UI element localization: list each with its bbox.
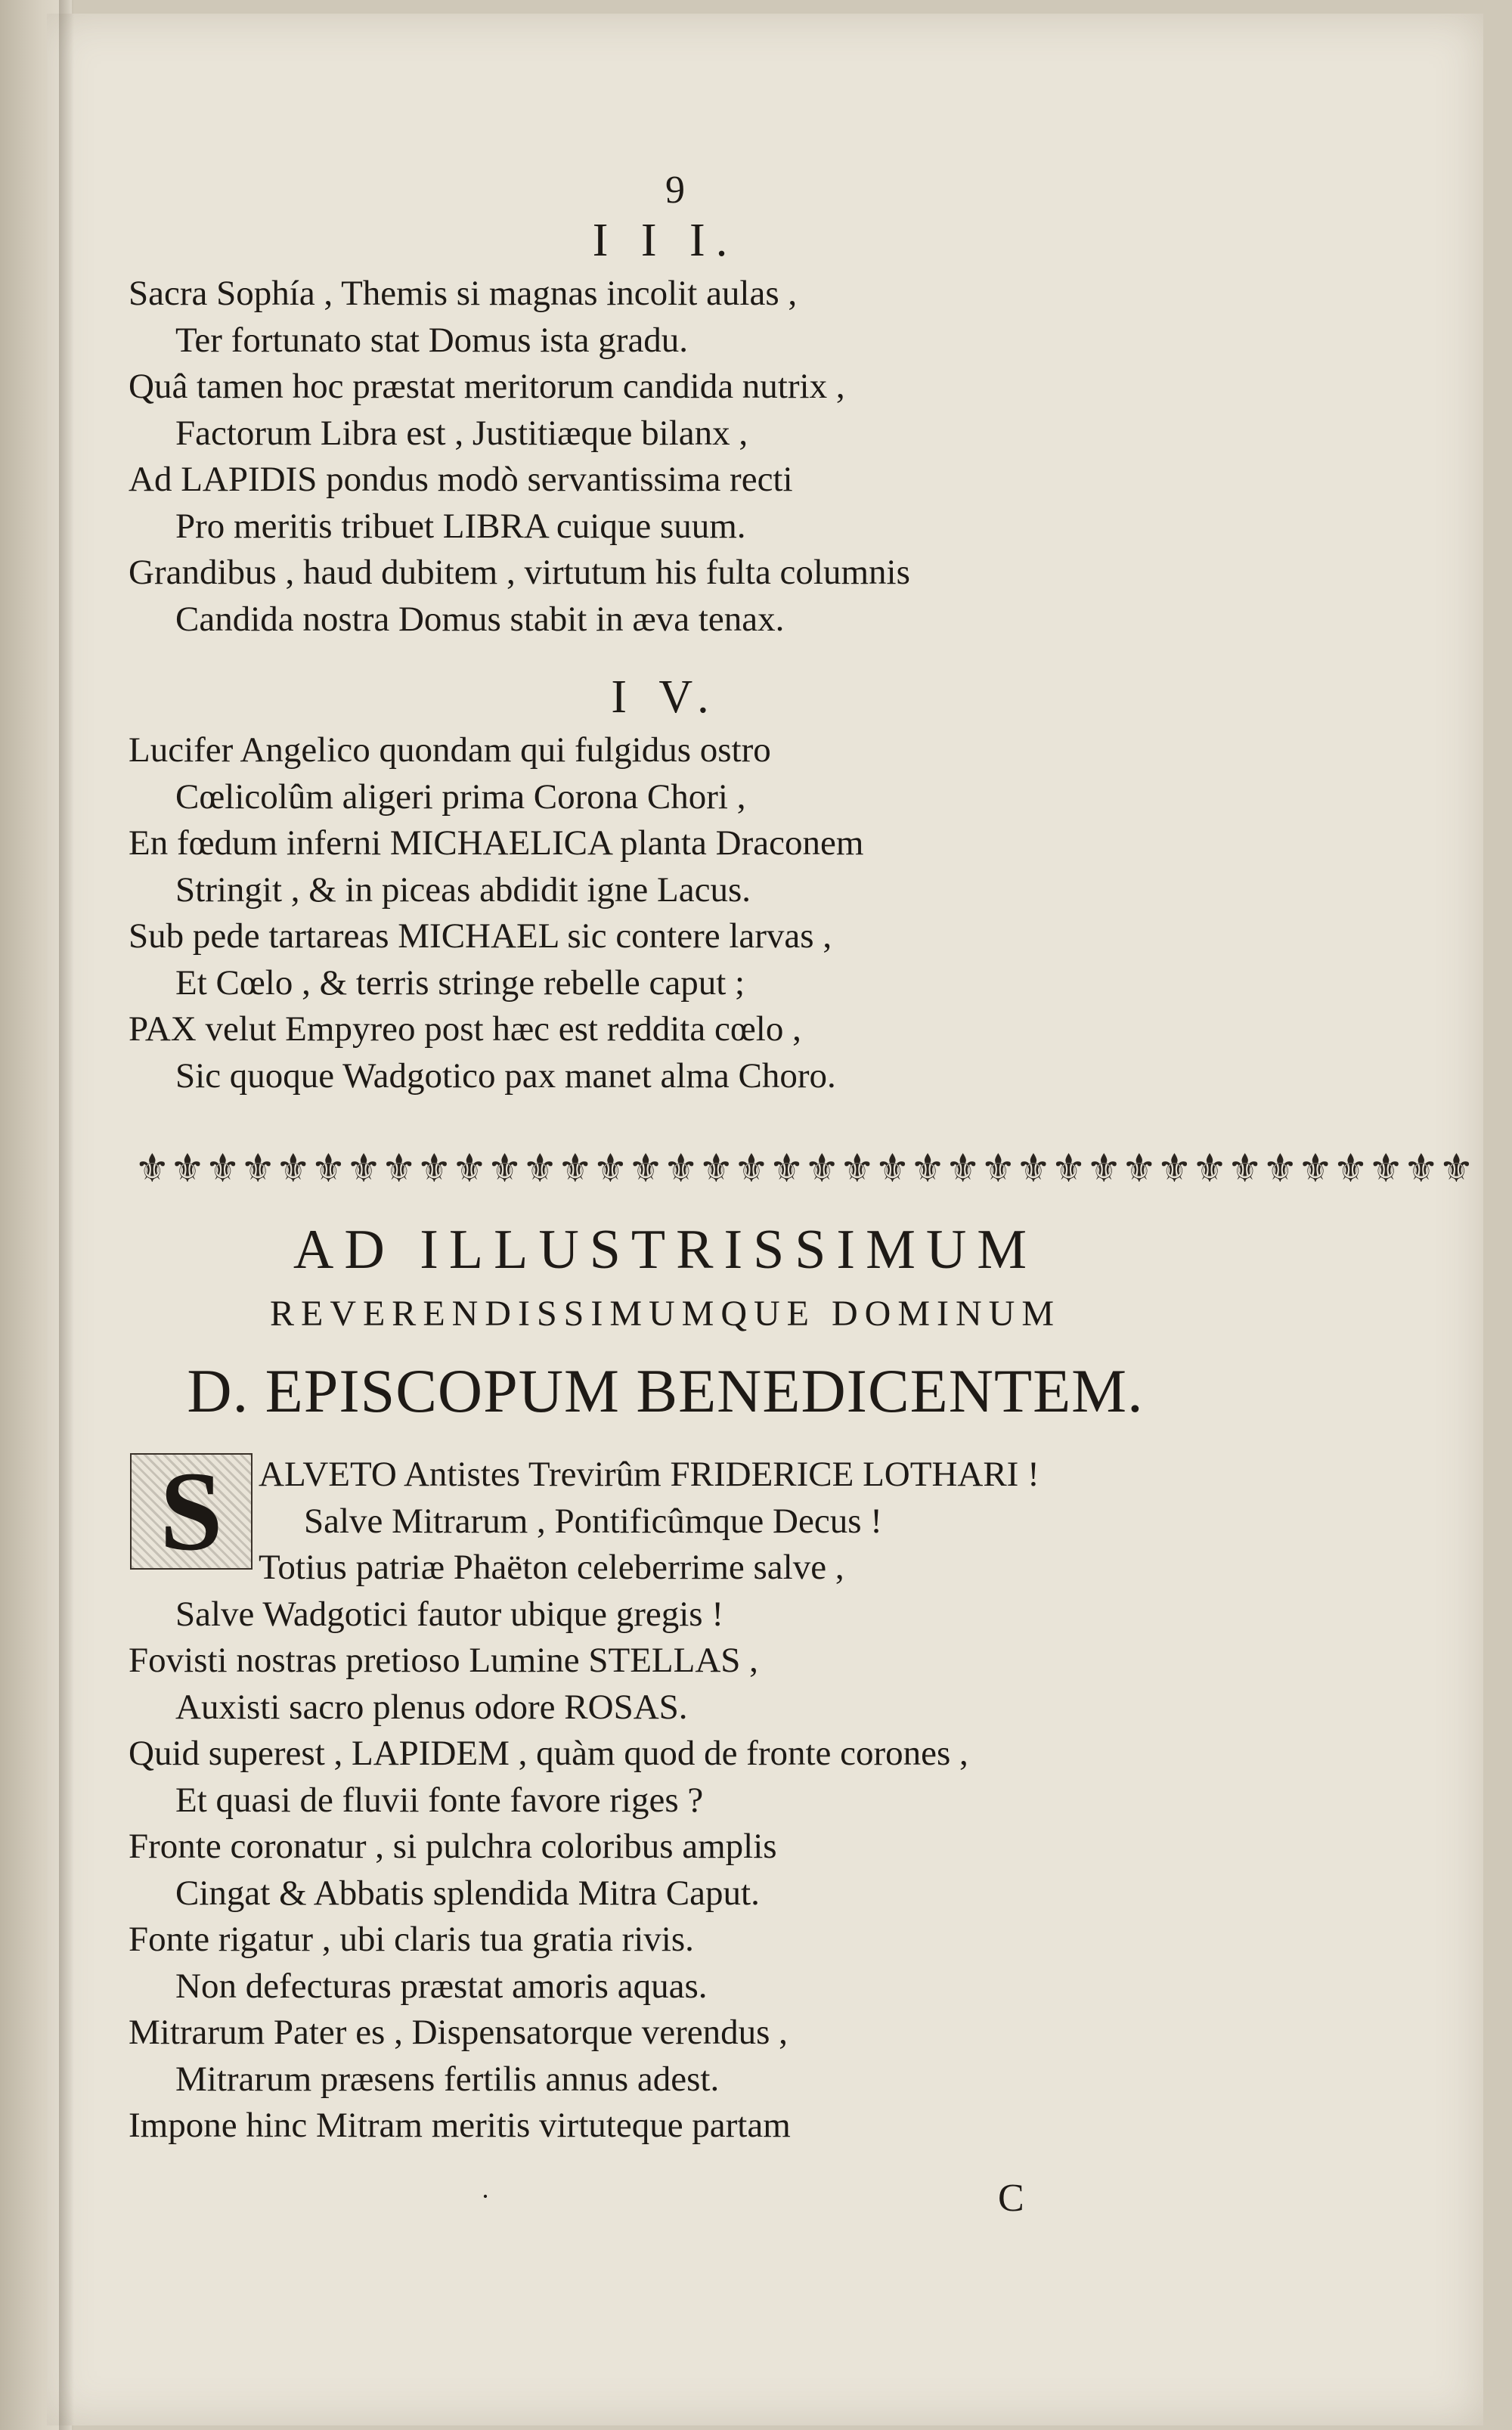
poem-line: Fovisti nostras pretioso Lumine STELLAS , bbox=[129, 1641, 758, 1680]
section-three bbox=[129, 210, 1202, 643]
fleuron-icon: ⚜ bbox=[699, 1148, 734, 1191]
fleuron-icon: ⚜ bbox=[169, 1148, 206, 1191]
fleuron-icon: ⚜ bbox=[487, 1148, 522, 1191]
verse-line: En fœdum inferni MICHAELICA planta Draconem bbox=[129, 823, 864, 863]
ornament-band bbox=[135, 1142, 1474, 1196]
section-numeral: I V. bbox=[611, 671, 720, 723]
fleuron-icon: ⚜ bbox=[663, 1148, 699, 1191]
fleuron-icon: ⚜ bbox=[1297, 1148, 1334, 1191]
verse-line: Cœlicolûm aligeri prima Corona Chori , bbox=[175, 776, 746, 817]
gutter-shadow bbox=[59, 0, 74, 2430]
verse-line: Et Cœlo , & terris stringe rebelle caput ; bbox=[175, 962, 745, 1003]
fleuron-icon: ⚜ bbox=[839, 1148, 875, 1191]
fleuron-icon: ⚜ bbox=[1368, 1148, 1404, 1191]
fleuron-icon: ⚜ bbox=[417, 1148, 452, 1191]
verse-lines bbox=[129, 271, 1202, 643]
fleuron-icon: ⚜ bbox=[627, 1148, 664, 1191]
fleuron-icon: ⚜ bbox=[1121, 1148, 1157, 1191]
fleuron-icon: ⚜ bbox=[593, 1148, 628, 1191]
poem-line: Quid superest , LAPIDEM , quàm quod de fronte corones , bbox=[129, 1734, 968, 1773]
fleuron-icon: ⚜ bbox=[909, 1148, 946, 1191]
signature-mark: C bbox=[998, 2177, 1024, 2220]
verse-line: Pro meritis tribuet LIBRA cuique suum. bbox=[175, 506, 746, 546]
verse-line: Lucifer Angelico quondam qui fulgidus ostro bbox=[129, 730, 771, 770]
fleuron-icon: ⚜ bbox=[522, 1148, 558, 1191]
poem-line: Impone hinc Mitram meritis virtuteque partam bbox=[129, 2106, 791, 2145]
heading-subtitle: REVERENDISSIMUMQUE DOMINUM bbox=[269, 1294, 1061, 1334]
fleuron-icon: ⚜ bbox=[1086, 1148, 1122, 1191]
section-numeral: I I I. bbox=[592, 215, 739, 266]
verse-line: Sub pede tartareas MICHAEL sic contere larvas , bbox=[129, 916, 832, 956]
fleuron-icon: ⚜ bbox=[1157, 1148, 1192, 1191]
fleuron-icon: ⚜ bbox=[1227, 1148, 1263, 1191]
printer-mark: · bbox=[481, 2181, 490, 2211]
verse-line: Quâ tamen hoc præstat meritorum candida nutrix , bbox=[129, 367, 845, 406]
fleuron-icon: ⚜ bbox=[1403, 1148, 1439, 1191]
fleuron-icon: ⚜ bbox=[275, 1148, 311, 1191]
poem-line: Non defecturas præstat amoris aquas. bbox=[175, 1966, 708, 2006]
verse-line: Ter fortunato stat Domus ista gradu. bbox=[175, 320, 689, 360]
verse-lines bbox=[129, 727, 1202, 1099]
poem-line: Mitrarum præsens fertilis annus adest. bbox=[175, 2059, 720, 2099]
verse-line: Sic quoque Wadgotico pax manet alma Choro. bbox=[175, 1055, 836, 1096]
fleuron-icon: ⚜ bbox=[945, 1148, 981, 1191]
poem-line: ALVETO Antistes Trevirûm FRIDERICE LOTHARI ! bbox=[259, 1455, 1040, 1494]
fleuron-icon: ⚜ bbox=[240, 1148, 276, 1191]
fleuron-icon: ⚜ bbox=[1191, 1148, 1228, 1191]
fleuron-icon: ⚜ bbox=[1333, 1148, 1368, 1191]
fleuron-icon: ⚜ bbox=[1263, 1148, 1298, 1191]
poem-line: Salve Mitrarum , Pontificûmque Decus ! bbox=[304, 1501, 882, 1541]
section-four bbox=[129, 667, 1202, 1099]
poem-line: Et quasi de fluvii fonte favore riges ? bbox=[175, 1780, 704, 1820]
verse-line: PAX velut Empyreo post hæc est reddita cœlo , bbox=[129, 1009, 801, 1049]
fleuron-icon: ⚜ bbox=[1015, 1148, 1052, 1191]
poem-line: Mitrarum Pater es , Dispensatorque verendus , bbox=[129, 2013, 788, 2052]
poem-line: Cingat & Abbatis splendida Mitra Caput. bbox=[175, 1873, 760, 1913]
dropcap-letter: S bbox=[160, 1449, 223, 1574]
heading-title: AD ILLUSTRISSIMUM bbox=[293, 1219, 1038, 1281]
poem-line: Totius patriæ Phaëton celeberrime salve , bbox=[259, 1548, 844, 1587]
verse-line: Ad LAPIDIS pondus modò servantissima recti bbox=[129, 460, 793, 499]
fleuron-icon: ⚜ bbox=[205, 1148, 240, 1191]
fleuron-icon: ⚜ bbox=[1051, 1148, 1086, 1191]
poem-line: Fonte rigatur , ubi claris tua gratia rivis. bbox=[129, 1920, 694, 1959]
fleuron-icon: ⚜ bbox=[557, 1148, 593, 1191]
fleuron-icon: ⚜ bbox=[804, 1148, 840, 1191]
dedication-poem bbox=[129, 1449, 1202, 2149]
verse-line: Sacra Sophía , Themis si magnas incolit aulas , bbox=[129, 274, 798, 313]
fleuron-icon: ⚜ bbox=[1439, 1148, 1474, 1191]
verse-line: Stringit , & in piceas abdidit igne Lacus. bbox=[175, 869, 751, 910]
page-number: 9 bbox=[665, 169, 685, 212]
fleuron-icon: ⚜ bbox=[135, 1148, 170, 1191]
fleuron-icon: ⚜ bbox=[769, 1148, 804, 1191]
fleuron-icon: ⚜ bbox=[381, 1148, 417, 1191]
fleuron-icon: ⚜ bbox=[311, 1148, 346, 1191]
heading-dedicatee: D. EPISCOPUM BENEDICENTEM. bbox=[187, 1356, 1144, 1425]
poem-line: Fronte coronatur , si pulchra coloribus amplis bbox=[129, 1827, 777, 1866]
verse-line: Grandibus , haud dubitem , virtutum his fulta columnis bbox=[129, 553, 910, 592]
fleuron-icon: ⚜ bbox=[981, 1148, 1016, 1191]
fleuron-icon: ⚜ bbox=[345, 1148, 382, 1191]
verse-line: Candida nostra Domus stabit in æva tenax. bbox=[175, 599, 785, 639]
fleuron-icon: ⚜ bbox=[733, 1148, 770, 1191]
decorated-initial bbox=[130, 1449, 253, 1574]
fleuron-icon: ⚜ bbox=[875, 1148, 910, 1191]
poem-line: Auxisti sacro plenus odore ROSAS. bbox=[175, 1687, 688, 1727]
poem-line: Salve Wadgotici fautor ubique gregis ! bbox=[175, 1594, 723, 1634]
fleuron-icon: ⚜ bbox=[451, 1148, 488, 1191]
verse-line: Factorum Libra est , Justitiæque bilanx , bbox=[175, 413, 748, 453]
